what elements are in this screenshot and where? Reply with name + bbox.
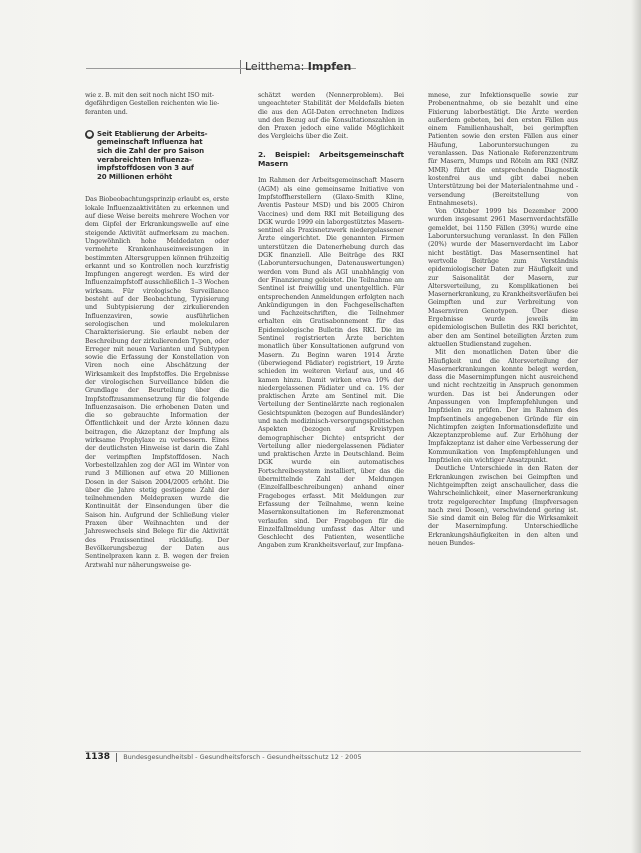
section-label: Leitthema: [245,60,305,73]
scan-shadow [631,0,641,853]
column3-paragraph-3: Mit den monatlichen Daten über die Häufigkeit und die Altersverteilung der Masernerkrankungen konnte belegt werden, dass die Masernimpfungen nicht ausreichend und nicht rechtzeitig in Anspruch genommen wurden. Das ist bei Änderungen oder Anpassungen von Impfempfehlungen und Impfzielen zu prüfen. Der im Rahmen des Impfsentinels angegebenen Gründe für ein Nichtimpfen zeigten Informationsdefizite und Akzeptanzprobleme auf. Zur Erhöhung der Impfakzeptanz ist daher eine Verbesserung der Kommunikation von Impfempfehlungen und Impfzielen ein wichtiger Ansatzpunkt. [428,348,578,465]
text-column-3 [428,91,578,547]
page-footer [85,752,362,762]
section-heading: 2. Beispiel: Arbeitsgemeinschaft Masern [258,149,404,168]
pull-quote-text: Seit Etablierung der Arbeits- gemeinschaft Influenza hat sich die Zahl der pro Saison verabreichten Influenza- impfstoffdosen von 3 auf 20 Millionen erhöht [97,129,208,181]
pull-quote [85,130,229,182]
column1-paragraph: Das Biobeobachtungsprinzip erlaubt es, erste lokale Influenzaaktivitäten zu erkennen und auf diese Weise bereits mehrere Wochen vor dem Gipfel der Erkrankungswelle auf eine steigende Aktivität aufmerksam zu machen. Ungewöhnlich hohe Meldedaten oder vermehrte Krankenhauseinweisungen in bestimmten Altersgruppen können frühzeitig erkannt und so Kontrollen noch kurzfristig Impfungen angeregt werden. Es wird der Influenzaimpfstoff ausschließlich 1–3 Wochen wirksam. Für virologische Surveillance besteht auf der Beobachtung, Typisierung und Subtypisierung der zirkulierenden Influenzaviren, sowie ausführlichen serologischen und molekularen Charakterisierung. Sie erlaubt neben der Beschreibung der zirkulierenden Typen, oder Erreger mit neuen Varianten und Subtypen sowie die Erfassung der Konstellation von Viren noch eine Abschätzung der Wirksamkeit des Impfstoffes. Die Ergebnisse der virologischen Surveillance bilden die Grundlage der Beurteilung über die Impfstoffzusammensetzung für die folgende Influenzasaison. Die erhobenen Daten und die so gebrauchte Information der Öffentlichkeit und der Ärzte können dazu beitragen, die Akzeptanz der Impfung als wirksame Prophylaxe zu verbessern. Eines der deutlichsten Hinweise ist darin die Zahl der verimpften Impfstoffdosen. Nach Vorbestellzahlen zog der AGI im Winter von rund 3 Millionen auf etwa 20 Millionen Dosen in der Saison 2004/2005 erhöht. Die über die Jahre stetig gestiegene Zahl der teilnehmenden Meldepraxen wurde die Kontinuität der Einsendungen über die Saison hin. Aufgrund der Schließung vieler Praxen über Weihnachten und der Jahreswechsels sind Belege für die Aktivität des Praxissentinel rückläufig. Der Bevölkerungsbezug der Daten aus Sentinelpraxen kann z. B. wegen der freien Arztwahl nur näherungsweise ge- [85,195,229,569]
section-header [245,60,351,73]
section-topic: Impfen [307,60,352,73]
footer-separator [116,753,117,762]
column2-paragraph-2: Im Rahmen der Arbeitsgemeinschaft Masern (AGM) als eine gemeinsame Initiative von Impfstoffherstellern (Glaxo-Smith Kline, Aventis Pasteur MSD) und bis 2005 Chiron Vaccines) und dem RKI mit Beteiligung des DGK wurde 1999 ein laborgestütztes Masernsentinel als Praxisnetzwerk niedergelassener Ärzte eingerichtet. Die genannten Firmen unterstützen die Datenerhebung durch das DGK finanziell. Alle Beiträge des RKI (Laboruntersuchungen, Datenauswertungen) werden vom Bund als AGI unabhängig von der Finanzierung geleistet. Die Teilnahme am Sentinel ist freiwillig und unentgeltlich. Für entsprechenden Anmeldungen erfolgten nach Ankündigungen in den Fachgesellschaften und Fachzeitschriften, die Teilnehmer erhalten ein Gratisabonnement für das Epidemiologische Bulletin des RKI. Die im Sentinel registrierten Ärzte berichten monatlich über Konsultationen aufgrund von Masern. Zu Beginn waren 1914 Ärzte (überwiegend Pädiater) registriert, 19 Ärzte schieden im weiteren Verlauf aus, und 46 kamen hinzu. Damit wirken etwa 10% der niedergelassenen Pädiater und ca. 1% der praktischen Ärzte am Sentinel mit. Die Verteilung der Sentinelärzte nach regionalen Gesichtspunkten (bezogen auf Bundesländer) und nach medizinisch-versorgungspolitischen Aspekten (bezogen auf Kreistypen demographischer Dichte) entspricht der Verteilung aller niedergelassenen Pädiater und praktischen Ärzte in Deutschland. Beim DGK wurde ein automatisches Fortschreibesystem installiert, über das die übermittelnde Zahl der Meldungen (Einzelfallbeschreibungen) anhand einer Frageboges erfasst. Mit Meldungen zur Erfassung der Teilnahme, wenn keine Masernkonsultationen im Referenzmonat verlaufen sind. Der Fragebogen für die Einzelfallmeldung umfasst das Alter und Geschlecht des Patienten, wesentliche Angaben zum Krankheitsverlauf, zur Impfana- [258,176,404,550]
column2-paragraph-1: schätzt werden (Nennerproblem). Bei ungeachteter Stabilität der Meldefalls bieten die aus den AGI-Daten errechneten Indizes und den Bezug auf die Konsultationszahlen in den Praxen jedoch eine valide Möglichkeit des Vergleichs über die Zeit. [258,91,404,141]
column1-intro: wie z. B. mit den seit noch nicht ISO mit- dgefährdigen Gestellen reichenten wie lie- feranten und. [85,91,220,116]
page-number: 1138 [85,752,111,762]
text-column-2 [258,91,404,550]
journal-citation: Bundesgesundheitsbl - Gesundheitsforsch - Gesundheitsschutz 12 · 2005 [123,753,362,761]
header-divider [240,60,241,74]
column3-paragraph-1: mnese, zur Infektionsquelle sowie zur Probenentnahme, ob sie bezahlt und eine Fixierung laborbestätigt. Die Ärzte werden außerdem gebeten, bei den ersten Fällen aus einem Familienhaushalt, bei gerimpften Patienten sowie den ersten Fällen aus einer Häufung, Laboruntersuchungen zu veranlassen. Das Nationale Referenzzentrum für Masern, Mumps und Röteln am RKI (NRZ MMR) führt die entsprechende Diagnostik kostenfrei aus und gibt dabei neben Unterstützung bei der Materialentnahme und -versendung (Bereitstellung von Entnahmesets). [428,91,578,207]
column3-paragraph-2: Von Oktober 1999 bis Dezember 2000 wurden insgesamt 2961 Masernverdachtsfälle gemeldet, bei 1150 Fällen (39%) wurde eine Laboruntersuchung veranlasst. In den Fällen (20%) wurde der Masernverdacht im Labor nicht bestätigt. Das Masernsentinel hat wertvolle Beiträge zum Verständnis epidemiologischer Daten zur Häufigkeit und zur Saisonalität der Masern, zur Altersverteilung, zu Komplikationen bei Masernerkrankung, zu Krankheitsverläufen bei Geimpften und zur Verbreitung von Masernviren Genotypen. Über diese Ergebnisse wurde jeweils im epidemiologischen Bulletin des RKI berichtet, aber den am Sentinel beteiligten Ärzten zum aktuellen Studienstand zugehen. [428,207,578,348]
text-column-1 [85,91,229,569]
bullet-icon: ● [86,129,93,138]
column3-paragraph-4: Deutliche Unterschiede in den Raten der Erkrankungen zwischen bei Geimpften und Nichtgeimpften zeigt anschaulicher, dass die Wahrscheinlichkeit, einer Masernerkrankung trotz regelgerechter Impfung (Impfversagen nach zwei Dosen), verschwindend gering ist. Sie sind damit ein Beleg für die Wirksamkeit der Masernimpfung. Unterschiedliche Erkrankungshäufigkeiten in den alten und neuen Bundes- [428,464,578,548]
